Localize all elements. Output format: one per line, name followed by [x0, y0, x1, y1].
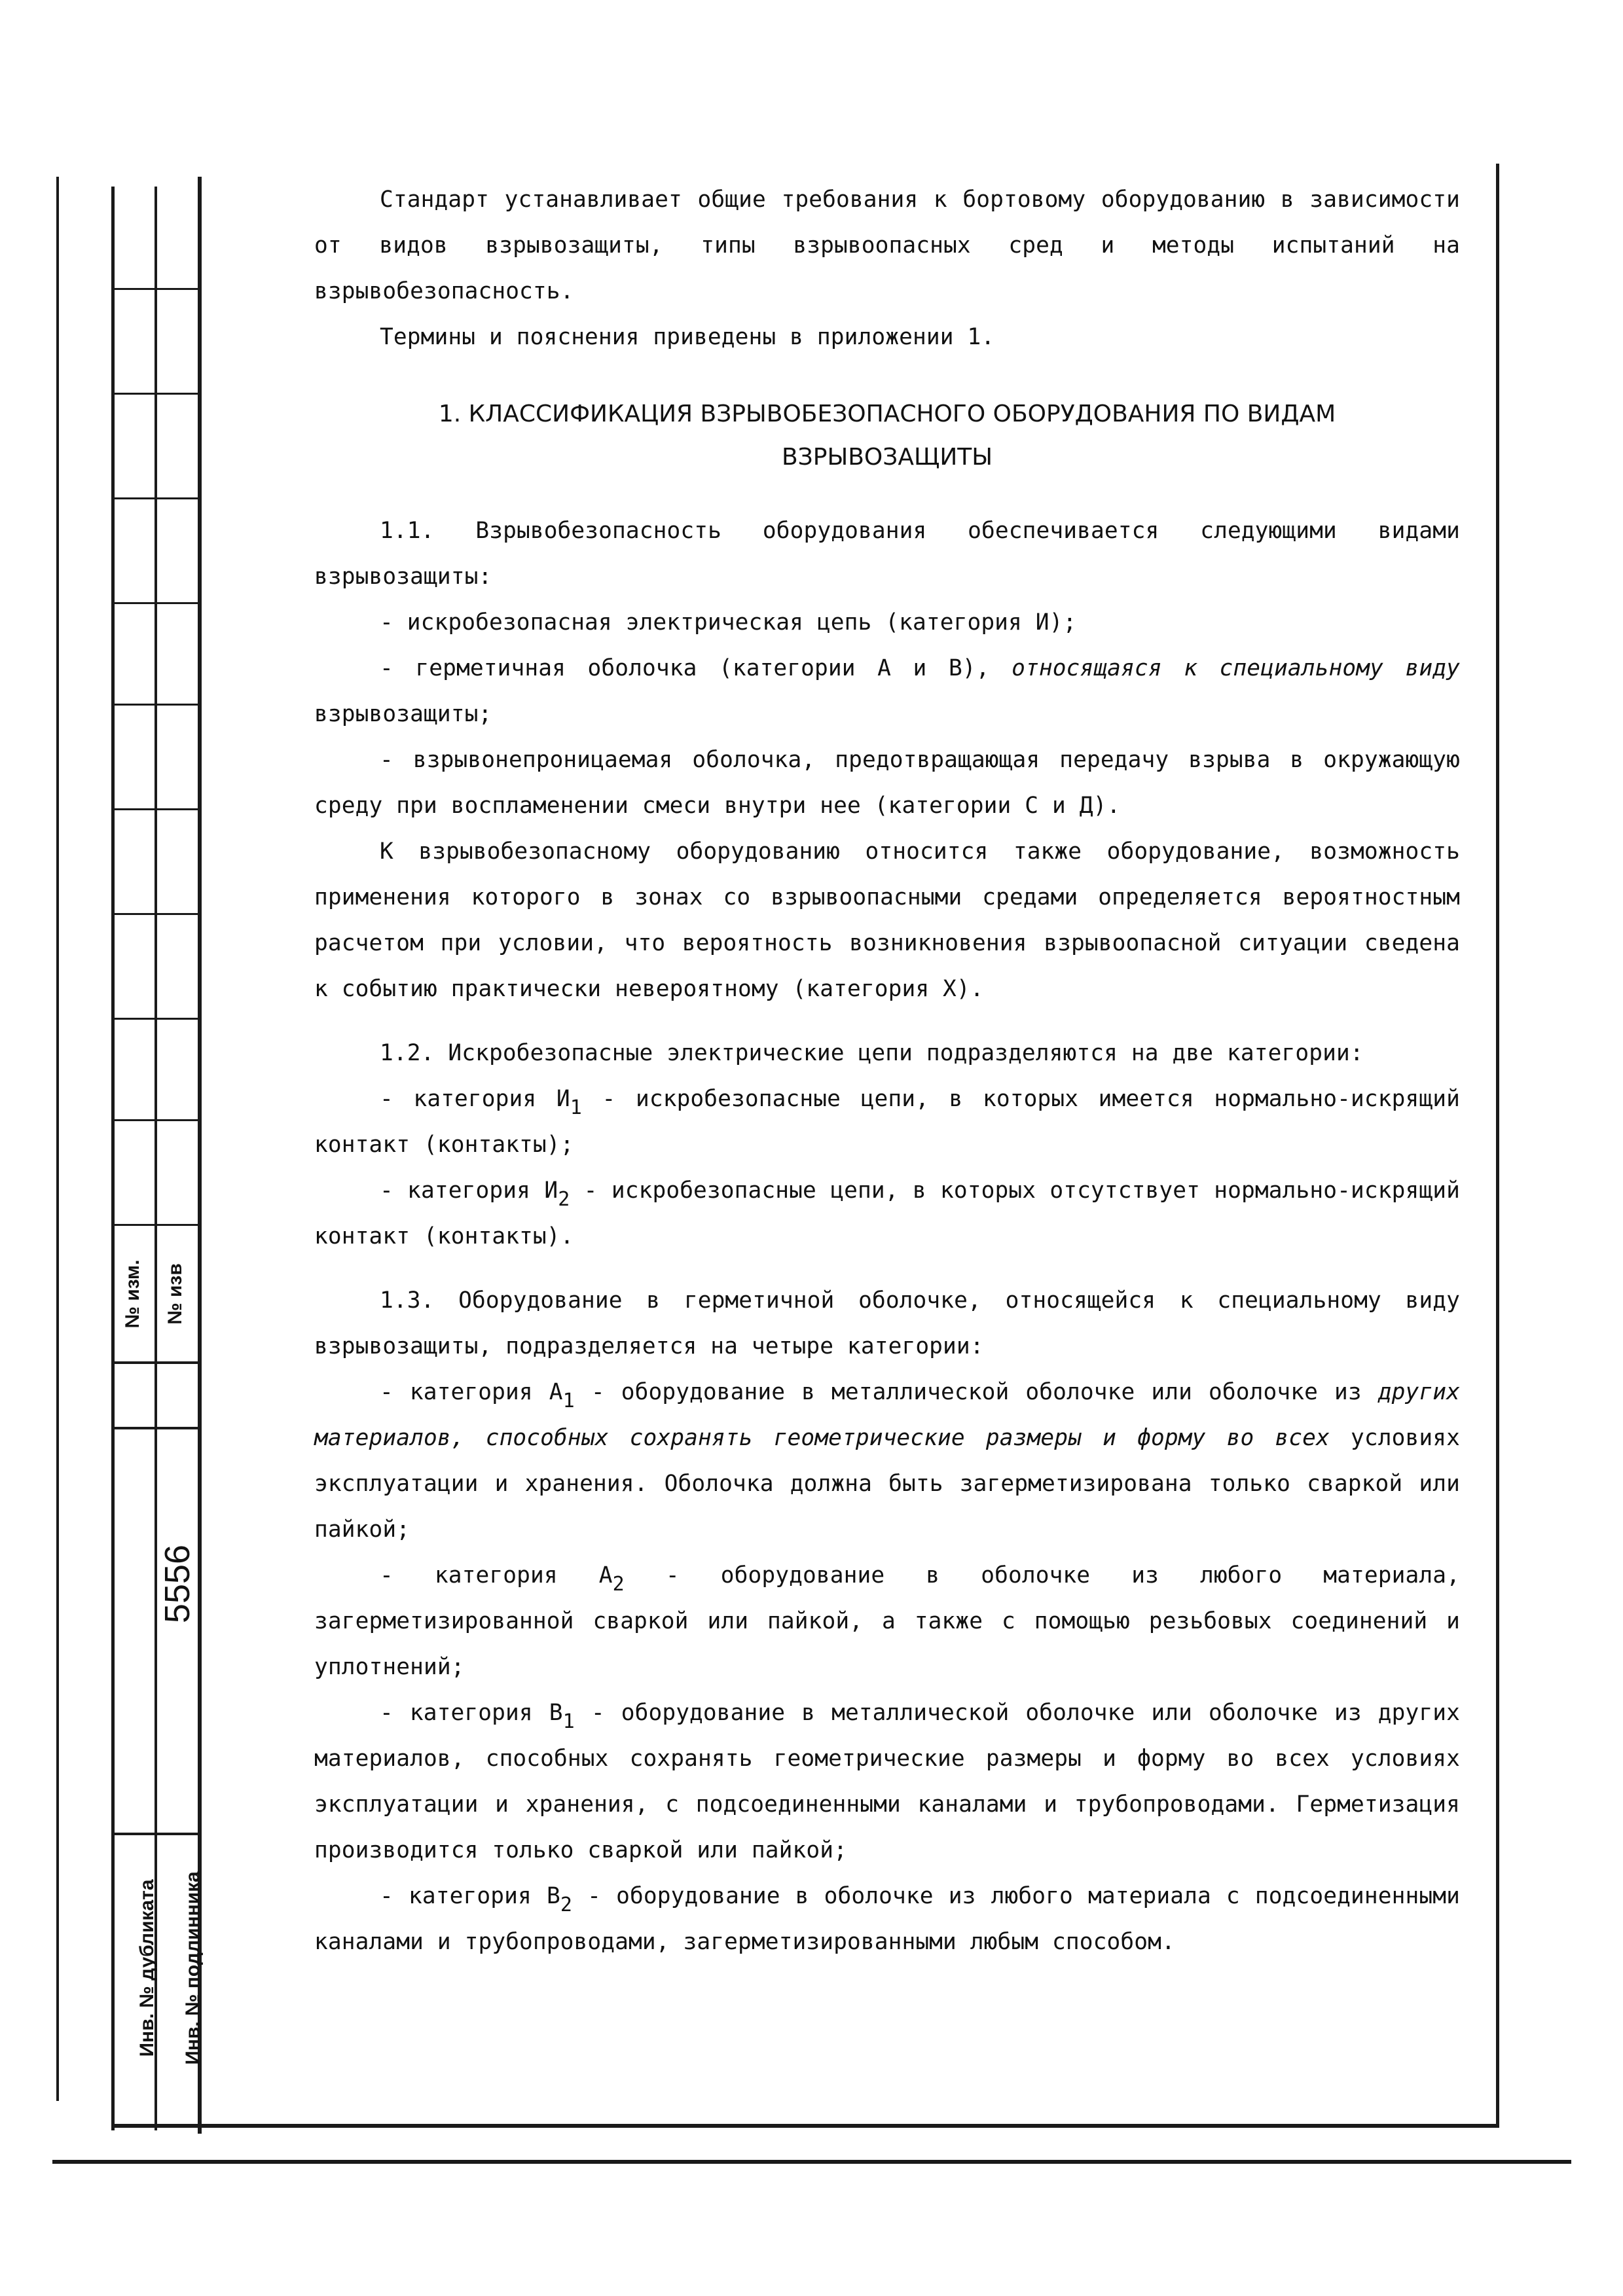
- clause-1-1-item: [314, 645, 1460, 737]
- stamp-label-izm: № изм.: [122, 1259, 143, 1329]
- stamp-outer-line: [111, 187, 115, 2130]
- stamp-label-podlinnik: Инв. № подлинника: [182, 1871, 204, 2065]
- section-heading-line2: ВЗРЫВОЗАЩИТЫ: [781, 444, 993, 471]
- item-text: условиях эксплуатации и хранения. Оболочка должна быть загерметизирована только сваркой или пайкой;: [314, 1425, 1461, 1543]
- clause-1-3-item: [314, 1552, 1460, 1690]
- stamp-label-dublikat: Инв. № дубликата: [136, 1879, 158, 2057]
- frame-right-line: [1496, 164, 1499, 2127]
- item-text: - категория В: [380, 1883, 560, 1909]
- item-text: - категория И: [380, 1086, 570, 1112]
- item-text: - искробезопасные цепи, в которых отсутствует нормально-искрящий контакт (контакты).: [314, 1177, 1460, 1249]
- item-text-italic: других материалов, способных сохранять геометрические размеры и форму во всех: [314, 1379, 1460, 1451]
- section-heading-line1: 1. КЛАССИФИКАЦИЯ ВЗРЫВОБЕЗОПАСНОГО ОБОРУДОВАНИЯ ПО ВИДАМ: [438, 401, 1336, 427]
- clause-1-1-item: - взрывонепроницаемая оболочка, предотвращающая передачу взрыва в окружающую среду при воспламенении смеси внутри нее (категории С и Д).: [314, 747, 1460, 819]
- item-text: - категория В: [380, 1700, 563, 1726]
- item-text: - категория А: [380, 1562, 613, 1588]
- stamp-tick: [111, 602, 200, 604]
- stamp-podlinnik-number: 5556: [158, 1544, 197, 1624]
- item-text: - оборудование в оболочке из любого материала с подсоединенными каналами и трубопроводами, загерметизированными любым способом.: [314, 1883, 1460, 1955]
- subscript: 1: [570, 1096, 582, 1119]
- stamp-tick: [111, 1361, 200, 1364]
- subscript: 2: [558, 1188, 570, 1211]
- clause-1-2-item: [314, 1168, 1460, 1259]
- stamp-tick: [111, 704, 200, 706]
- item-text: - оборудование в оболочке из любого материала, загерметизированной сваркой или пайкой, а также с помощью резьбовых соединений и уплотнений;: [314, 1562, 1460, 1680]
- subscript: 2: [560, 1893, 572, 1916]
- stamp-tick: [111, 1119, 200, 1121]
- subscript: 2: [612, 1573, 625, 1596]
- stamp-tick: [111, 1427, 200, 1429]
- item-text: - герметичная оболочка (категории А и В),: [380, 655, 1012, 681]
- frame-bottom-line: [111, 2124, 1499, 2128]
- item-text: - оборудование в металлической оболочке или оболочке из: [574, 1379, 1378, 1405]
- item-text: взрывозащиты;: [314, 701, 492, 727]
- intro-paragraph: Стандарт устанавливает общие требования к бортовому оборудованию в зависимости от видов взрывозащиты, типы взрывоопасных сред и методы испытаний на взрывобезопасность.: [314, 187, 1460, 304]
- item-text: - категория А: [380, 1379, 563, 1405]
- item-text-italic: относящаяся к специальному виду: [1012, 655, 1460, 681]
- subscript: 1: [562, 1710, 575, 1733]
- stamp-label-izv: № изв: [164, 1263, 186, 1325]
- stamp-tick: [111, 393, 200, 395]
- stamp-middle-line: [155, 187, 157, 2130]
- document-body: [314, 177, 1460, 1965]
- item-text: - оборудование в металлической оболочке или оболочке из других материалов, способных сохранять геометрические размеры и форму во всех условиях эксплуатации и хранения, с подсоединенными каналами и трубопроводами. Герметизация производится только сваркой или пайкой;: [314, 1700, 1460, 1863]
- page-bottom-rule: [52, 2160, 1571, 2164]
- frame-left-line: [198, 177, 202, 2134]
- clause-1-3-lead: 1.3. Оборудование в герметичной оболочке, относящейся к специальному виду взрывозащиты, подразделяется на четыре категории:: [314, 1287, 1460, 1359]
- item-text: - категория И: [380, 1177, 558, 1204]
- stamp-tick: [111, 497, 200, 499]
- clause-1-1-extra: К взрывобезопасному оборудованию относится также оборудование, возможность применения которого в зонах со взрывоопасными средами определяется вероятностным расчетом при условии, что вероятность возникновения взрывоопасной ситуации сведена к событию практически невероятному (категория X).: [314, 838, 1460, 1002]
- stamp-tick: [111, 808, 200, 810]
- clause-1-2-item: [314, 1076, 1460, 1168]
- stamp-tick: [111, 1018, 200, 1020]
- left-edge-line: [56, 177, 59, 2101]
- clause-1-1-lead: 1.1. Взрывобезопасность оборудования обеспечивается следующими видами взрывозащиты:: [314, 518, 1460, 590]
- clause-1-3-item: [314, 1873, 1460, 1965]
- subscript: 1: [562, 1390, 575, 1412]
- clause-1-3-item: [314, 1369, 1460, 1552]
- clause-1-2-lead: 1.2. Искробезопасные электрические цепи подразделяются на две категории:: [380, 1040, 1364, 1066]
- item-text: - искробезопасные цепи, в которых имеется нормально-искрящий контакт (контакты);: [314, 1086, 1460, 1158]
- terms-paragraph: Термины и пояснения приведены в приложении 1.: [380, 324, 995, 350]
- clause-1-3-item: [314, 1690, 1460, 1873]
- stamp-tick: [111, 1224, 200, 1226]
- stamp-tick: [111, 913, 200, 915]
- stamp-tick: [111, 1833, 200, 1835]
- clause-1-1-item: - искробезопасная электрическая цепь (категория И);: [380, 609, 1077, 636]
- section-heading: [314, 393, 1460, 479]
- stamp-tick: [111, 288, 200, 290]
